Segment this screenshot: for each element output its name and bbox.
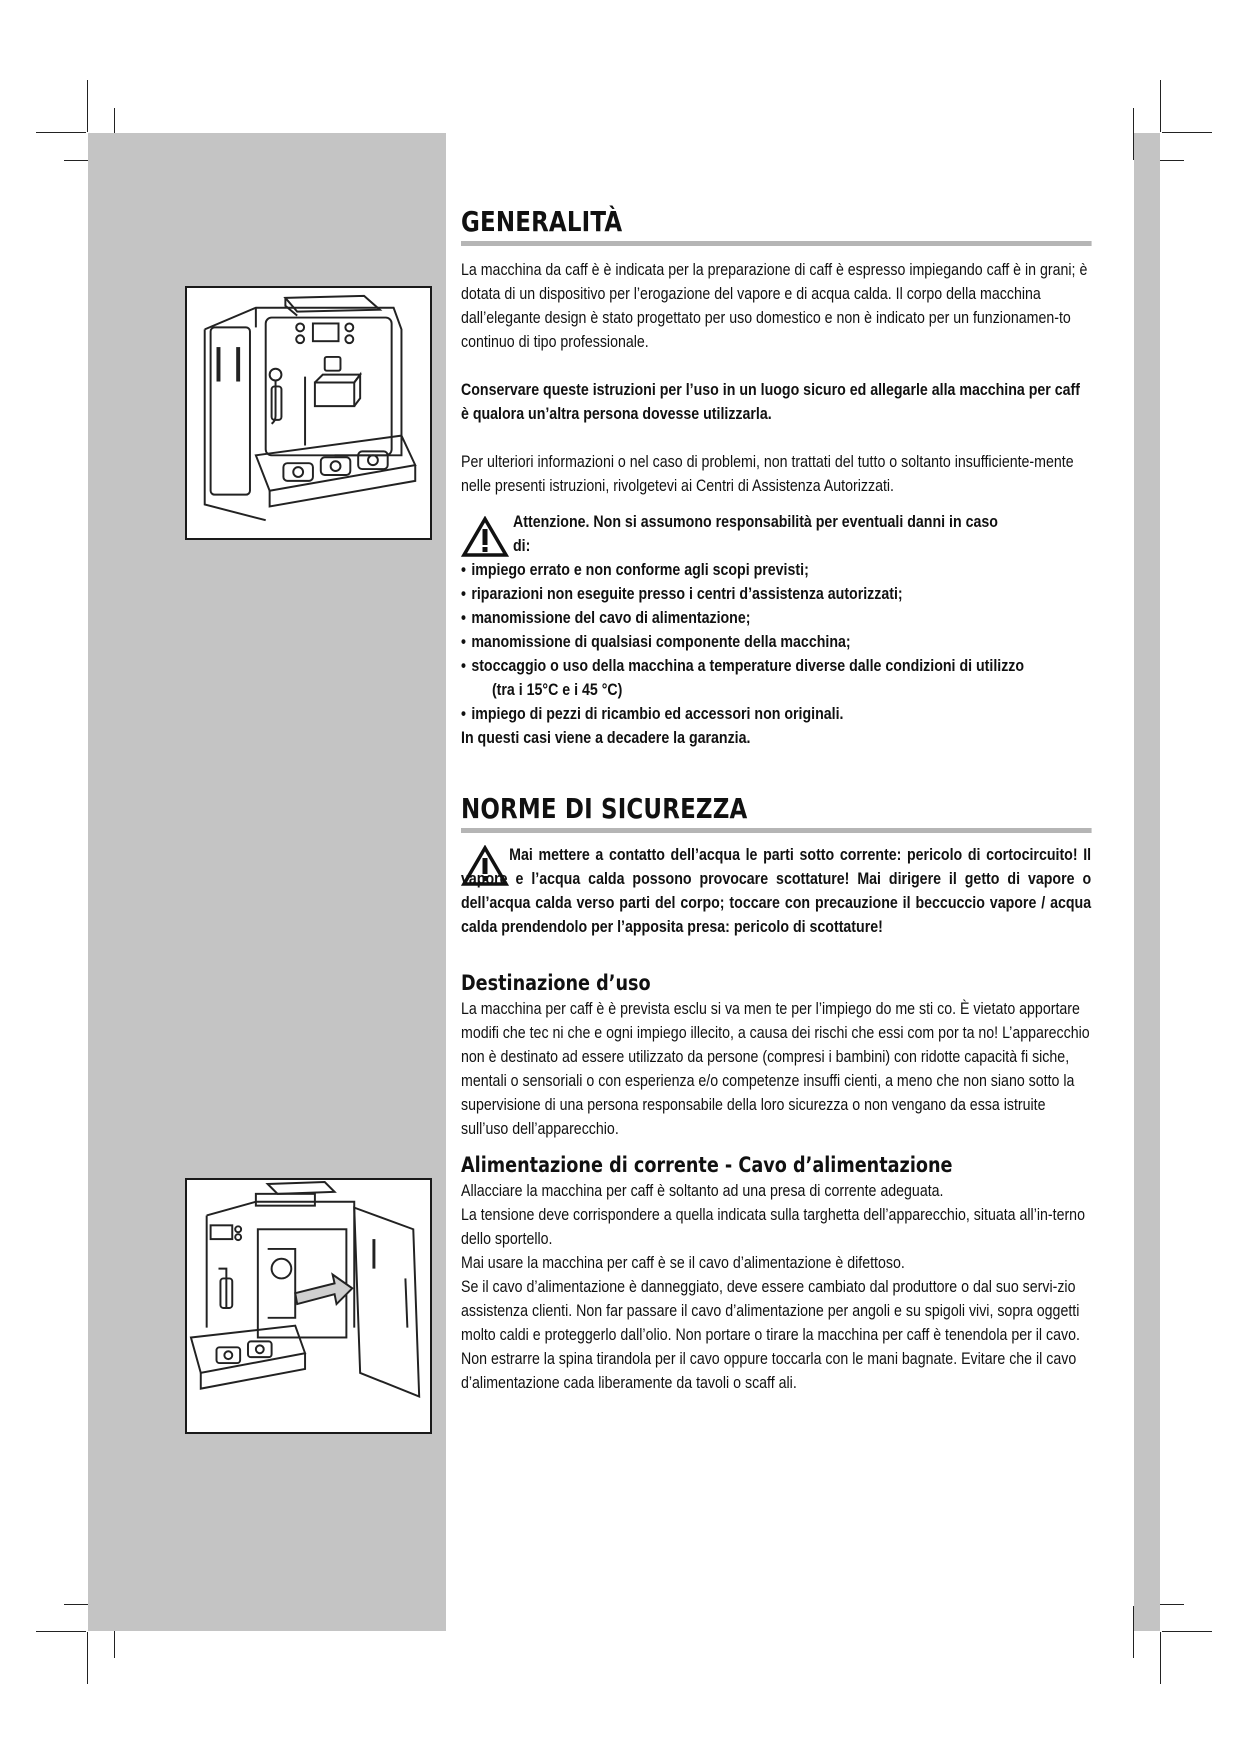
warning-triangle-icon — [461, 516, 509, 558]
list-item: • impiego di pezzi di ricambio ed accessori non originali. — [461, 702, 1091, 726]
list-item: • manomissione di qualsiasi componente della macchina; — [461, 630, 1091, 654]
coffee-machine-door-open-illustration — [185, 1178, 432, 1434]
generalita-keep-instructions: Conservare queste istruzioni per l’uso in un luogo sicuro ed allegarle alla macchina per caff è qualora un’altra persona dovesse utilizzarla. — [461, 381, 1081, 423]
subsection-title-destinazione: Destinazione d’uso — [461, 971, 651, 995]
coffee-machine-illustration — [185, 286, 432, 540]
crop-mark — [1162, 132, 1212, 133]
alimentazione-text — [461, 1179, 1091, 1395]
section-title-norme: NORME DI SICUREZZA — [461, 792, 1091, 833]
crop-mark — [87, 80, 88, 132]
list-item — [461, 654, 1091, 702]
section-title-generalita: GENERALITÀ — [461, 205, 1091, 246]
alimentazione-line: Se il cavo d’alimentazione è danneggiato, deve essere cambiato dal produttore o dal suo servi-zio assistenza clienti. Non far passare il cavo d’alimentazione per angoli e su spigoli vivi, sopra oggetti molto caldi e proteggerlo dall’olio. Non portare o tirare la macchina per caff è tenendola per il cavo. — [461, 1278, 1080, 1344]
content-column — [461, 205, 1091, 1395]
alimentazione-line: La tensione deve corrispondere a quella indicata sulla targhetta dell’apparecchio, situata all’in-terno dello sportello. — [461, 1206, 1085, 1248]
subsection-title-alimentazione: Alimentazione di corrente - Cavo d’alimentazione — [461, 1153, 953, 1177]
crop-mark — [1162, 1631, 1212, 1632]
warning-heading — [461, 510, 1091, 558]
crop-mark — [1160, 80, 1161, 132]
generalita-info: Per ulteriori informazioni o nel caso di problemi, non trattati del tutto o soltanto insufficiente-mente nelle presenti istruzioni, rivolgetevi ai Centri di Assistenza Autorizzati. — [461, 453, 1074, 495]
temperature-range: (tra i 15°C e i 45 °C) — [491, 681, 623, 699]
safety-warning-text: Mai mettere a contatto dell’acqua le parti sotto corrente: pericolo di cortocircuito! Il vapore e l’acqua calda possono provocare scottature! Mai dirigere il getto di vapore o dell’acqua calda verso parti del corpo; toccare con precauzione il beccuccio vapore / acqua calda prendendolo per l’apposita presa: pericolo di scottature! — [461, 846, 1092, 936]
list-item: • manomissione del cavo di alimentazione; — [461, 606, 1091, 630]
alimentazione-line: Non estrarre la spina tirandola per il cavo oppure toccarla con le mani bagnate. Evitare che il cavo d’alimentazione cada liberamente da tavoli o scaff ali. — [461, 1350, 1077, 1392]
warranty-note: In questi casi viene a decadere la garanzia. — [461, 729, 751, 747]
destinazione-text: La macchina per caff è è prevista esclu si va men te per l’impiego do me sti co. È vietato apportare modifi che tec ni che e ogni impiego illecito, a causa dei rischi che essi com por ta no! L’apparecchio non è destinato ad essere utilizzato da persone (compresi i bambini) con ridotte capacità fi siche, mentali o sensoriali o con esperienza e/o competenze insuffi cienti, a meno che non siano sotto la supervisione di una persona responsabile della loro sicurezza o non vengano da essa istruite sull’uso dell’apparecchio. — [461, 1000, 1090, 1138]
crop-mark — [36, 132, 86, 133]
crop-mark — [87, 1632, 88, 1684]
alimentazione-line: Allacciare la macchina per caff è soltanto ad una presa di corrente adeguata. — [461, 1182, 944, 1200]
warning-bullet-list — [461, 558, 1091, 750]
warning-title: Attenzione. Non si assumono responsabilità per eventuali danni in caso di: — [513, 513, 998, 555]
crop-mark — [1160, 1632, 1161, 1684]
safety-warning-block — [461, 843, 1091, 939]
crop-mark — [36, 1631, 86, 1632]
alimentazione-line: Mai usare la macchina per caff è se il cavo d’alimentazione è difettoso. — [461, 1254, 905, 1272]
list-item: • impiego errato e non conforme agli scopi previsti; — [461, 558, 1091, 582]
list-item-text: stoccaggio o uso della macchina a temperature diverse dalle condizioni di utilizzo — [471, 657, 1025, 675]
generalita-intro: La macchina da caff è è indicata per la preparazione di caff è espresso impiegando caff è in grani; è dotata di un dispositivo per l’erogazione del vapore e di acqua calda. Il corpo della macchina dall’elegante design è stato progettato per uso domestico e non è indicato per un funzionamen-to continuo di tipo professionale. — [461, 261, 1088, 351]
right-sidebar-band — [1134, 133, 1160, 1631]
list-item: • riparazioni non eseguite presso i centri d’assistenza autorizzati; — [461, 582, 1091, 606]
